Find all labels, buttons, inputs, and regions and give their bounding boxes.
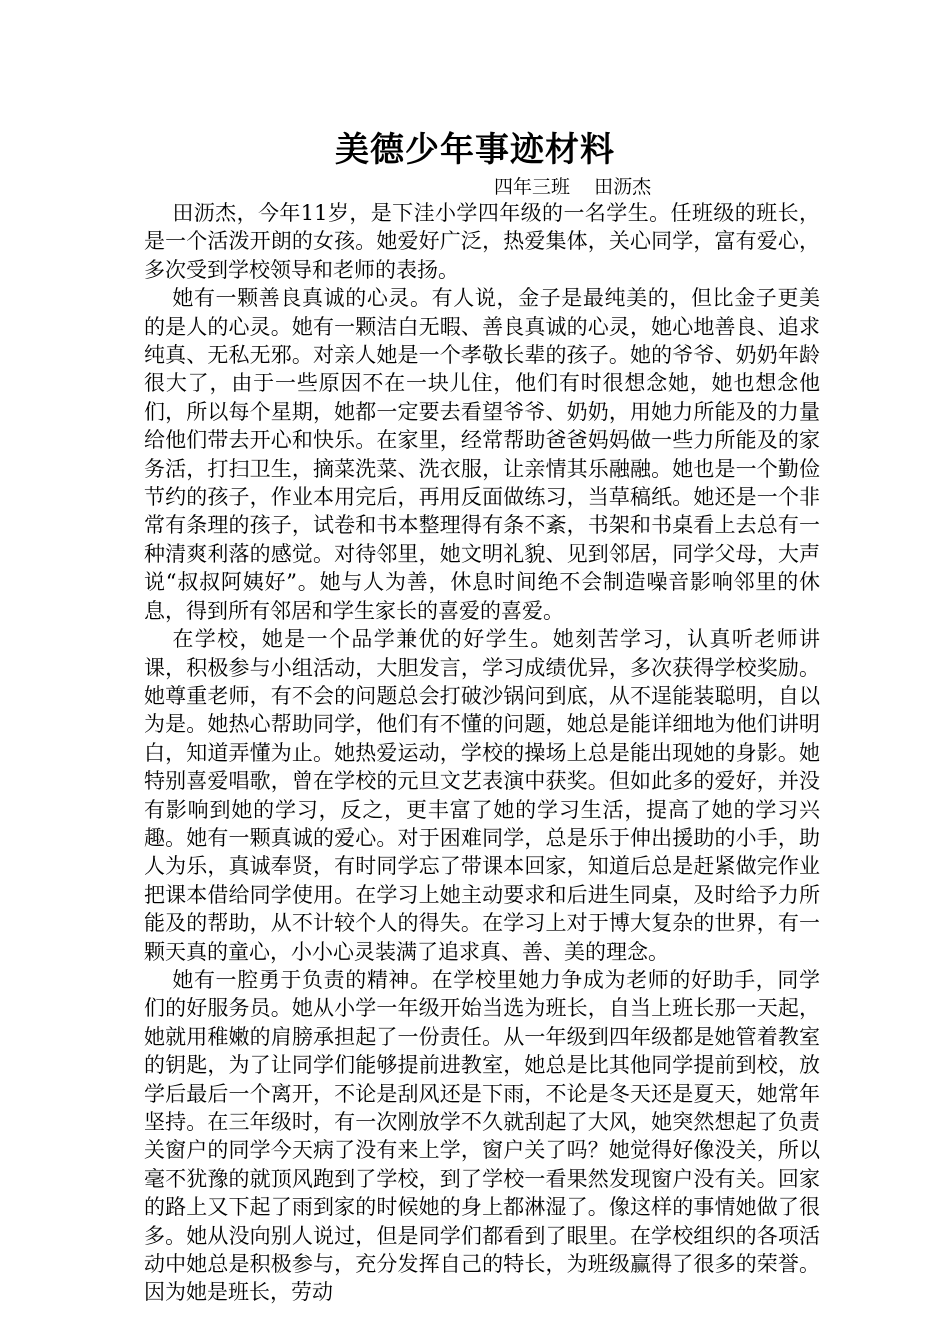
author-byline: 四年三班 田沥杰: [494, 176, 652, 198]
document-body: [144, 199, 820, 1307]
paragraph-school: 在学校，她是一个品学兼优的好学生。她刻苦学习，认真听老师讲课，积极参与小组活动，大胆发言，学习成绩优异，多次获得学校奖励。她尊重老师，有不会的问题总会打破沙锅问到底，从不逞能装聪明，自以为是。她热心帮助同学，他们有不懂的问题，她总是能详细地为他们讲明白，知道弄懂为止。她热爱运动，学校的操场上总是能出现她的身影。她特别喜爱唱歌，曾在学校的元旦文艺表演中获奖。但如此多的爱好，并没有影响到她的学习，反之，更丰富了她的学习生活，提高了她的学习兴趣。她有一颗真诚的爱心。对于困难同学，总是乐于伸出援助的小手，助人为乐，真诚奉贤，有时同学忘了带课本回家，知道后总是赶紧做完作业把课本借给同学使用。在学习上她主动要求和后进生同桌，及时给予力所能及的帮助，从不计较个人的得失。在学习上对于博大复杂的世界，有一颗天真的童心，小小心灵装满了追求真、善、美的理念。: [144, 627, 820, 964]
paragraph-kindness: 她有一颗善良真诚的心灵。有人说，金子是最纯美的，但比金子更美的是人的心灵。她有一颗洁白无暇、善良真诚的心灵，她心地善良、追求纯真、无私无邪。对亲人她是一个孝敬长辈的孩子。她的爷爷、奶奶年龄很大了，由于一些原因不在一块儿住，他们有时很想念她，她也想念他们，所以每个星期，她都一定要去看望爷爷、奶奶，用她力所能及的力量给他们带去开心和快乐。在家里，经常帮助爸爸妈妈做一些力所能及的家务活，打扫卫生，摘菜洗菜、洗衣服，让亲情其乐融融。她也是一个勤俭节约的孩子，作业本用完后，再用反面做练习，当草稿纸。她还是一个非常有条理的孩子，试卷和书本整理得有条不紊，书架和书桌看上去总有一种清爽利落的感觉。对待邻里，她文明礼貌、见到邻居，同学父母，大声说“叔叔阿姨好”。她与人为善，休息时间绝不会制造噪音影响邻里的休息，得到所有邻居和学生家长的喜爱的喜爱。: [144, 286, 820, 623]
paragraph-intro: 田沥杰，今年11岁，是下洼小学四年级的一名学生。任班级的班长，是一个活泼开朗的女孩。她爱好广泛，热爱集体，关心同学，富有爱心，多次受到学校领导和老师的表扬。: [144, 201, 820, 282]
paragraph-responsibility: 她有一腔勇于负责的精神。在学校里她力争成为老师的好助手，同学们的好服务员。她从小学一年级开始当选为班长，自当上班长那一天起，她就用稚嫩的肩膀承担起了一份责任。从一年级到四年级都是她管着教室的钥匙，为了让同学们能够提前进教室，她总是比其他同学提前到校，放学后最后一个离开，不论是刮风还是下雨，不论是冬天还是夏天，她常年坚持。在三年级时，有一次刚放学不久就刮起了大风，她突然想起了负责关窗户的同学今天病了没有来上学，窗户关了吗？她觉得好像没关，所以毫不犹豫的就顶风跑到了学校，到了学校一看果然发现窗户没有关。回家的路上又下起了雨到家的时候她的身上都淋湿了。像这样的事情她做了很多。她从没向别人说过，但是同学们都看到了眼里。在学校组织的各项活动中她总是积极参与，充分发挥自己的特长，为班级赢得了很多的荣誉。因为她是班长，劳动: [144, 967, 820, 1305]
page-title: 美德少年事迹材料: [335, 130, 615, 170]
